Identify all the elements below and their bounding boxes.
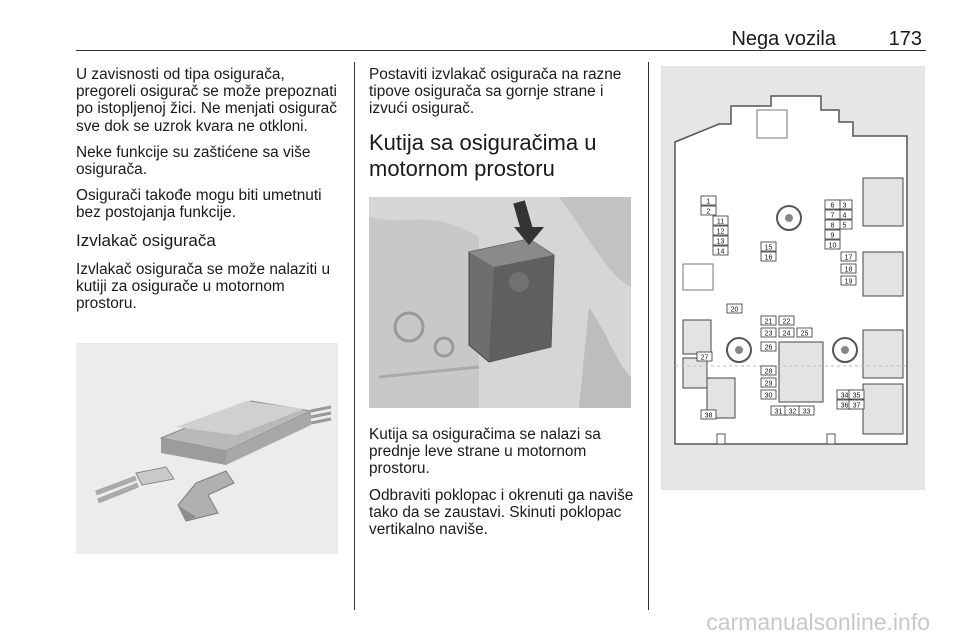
fuse-number-label: 36: [840, 402, 849, 410]
fuse-number-label: 8: [830, 222, 835, 230]
fuse-number-label: 4: [842, 212, 847, 220]
paragraph-fuse-box-location: Kutija sa osiguračima se nalazi sa prednje leve strane u motornom prostoru.: [369, 426, 601, 478]
paragraph-cover-removal: Odbraviti poklopac i okrenuti ga naviše tako da se zaustavi. Skinuti poklopac vertikalno naviše.: [369, 486, 634, 539]
header-rule: [76, 50, 926, 51]
paragraph-extractor-usage: Postaviti izvlakač osigurača na razne tipove osigurača sa gornje strane i izvući osigurač.: [369, 66, 622, 118]
fuse-number-label: 15: [764, 244, 773, 252]
paragraph-fuse-identification: U zavisnosti od tipa osigurača, pregoreli osigurač se može prepoznati po istopljenoj žici. Ne menjati osigurač sve dok se uzrok kvara ne otkloni.: [76, 66, 337, 135]
fuse-number-label: 28: [764, 368, 773, 376]
fuse-number-label: 29: [764, 380, 773, 388]
fuse-extractor-illustration: [76, 343, 338, 554]
fuse-number-label: 12: [716, 228, 725, 236]
fuse-box-diagram: [661, 66, 925, 490]
footer-watermark: carmanualsonline.info: [706, 609, 930, 635]
fuse-number-label: 27: [700, 354, 709, 362]
fuse-number-label: 19: [844, 278, 853, 286]
heading-fuse-extractor: Izvlakač osigurača: [76, 230, 216, 250]
fuse-number-label: 25: [800, 330, 809, 338]
fuse-number-label: 24: [782, 330, 791, 338]
fuse-number-label: 34: [840, 392, 849, 400]
fuse-number-label: 18: [844, 266, 853, 274]
fuse-number-label: 6: [830, 202, 835, 210]
fuse-number-label: 37: [852, 402, 861, 410]
fuse-number-label: 31: [774, 408, 783, 416]
fuse-number-label: 7: [830, 212, 835, 220]
fuse-number-label: 9: [830, 232, 835, 240]
column-divider-2: [648, 62, 649, 610]
fuse-extractor-drawing: [76, 343, 338, 554]
fuse-number-label: 35: [852, 392, 861, 400]
paragraph-spare-fuses: Osigurači takođe mogu biti umetnuti bez postojanja funkcije.: [76, 187, 322, 222]
fuse-number-label: 11: [716, 218, 725, 226]
column-2-lower: [369, 426, 639, 547]
fuse-number-label: 1: [706, 198, 711, 206]
section-title: Nega vozila: [731, 28, 836, 50]
fuse-number-label: 33: [802, 408, 811, 416]
fuse-number-label: 26: [764, 344, 773, 352]
fuse-number-label: 32: [788, 408, 797, 416]
page-header: [76, 28, 926, 50]
heading-engine-fuse-box: Kutija sa osiguračima u motornom prostoru: [369, 129, 597, 181]
engine-compartment-photo: [369, 197, 631, 408]
fuse-number-label: 10: [828, 242, 837, 250]
fuse-number-label: 3: [842, 202, 847, 210]
fuse-box-layout-drawing: [661, 66, 925, 490]
column-divider-1: [354, 62, 355, 610]
fuse-number-label: 2: [706, 208, 711, 216]
paragraph-multiple-fuses: Neke funkcije su zaštićene sa više osigurača.: [76, 143, 311, 179]
fuse-number-label: 5: [842, 222, 847, 230]
fuse-number-label: 13: [716, 238, 725, 246]
fuse-number-label: 14: [716, 248, 725, 256]
fuse-number-label: 17: [844, 254, 853, 262]
page-number: 173: [888, 28, 922, 50]
engine-compartment-drawing: [369, 197, 631, 408]
fuse-number-label: 23: [764, 330, 773, 338]
fuse-number-label: 16: [764, 254, 773, 262]
column-1: [76, 66, 344, 321]
fuse-number-label: 22: [782, 318, 791, 326]
column-2: [369, 66, 637, 196]
fuse-number-label: 20: [730, 306, 739, 314]
fuse-number-label: 38: [704, 412, 713, 420]
fuse-number-label: 21: [764, 318, 773, 326]
paragraph-extractor-location: Izvlakač osigurača se može nalaziti u kutiji za osigurače u motornom prostoru.: [76, 260, 331, 313]
fuse-number-label: 30: [764, 392, 773, 400]
